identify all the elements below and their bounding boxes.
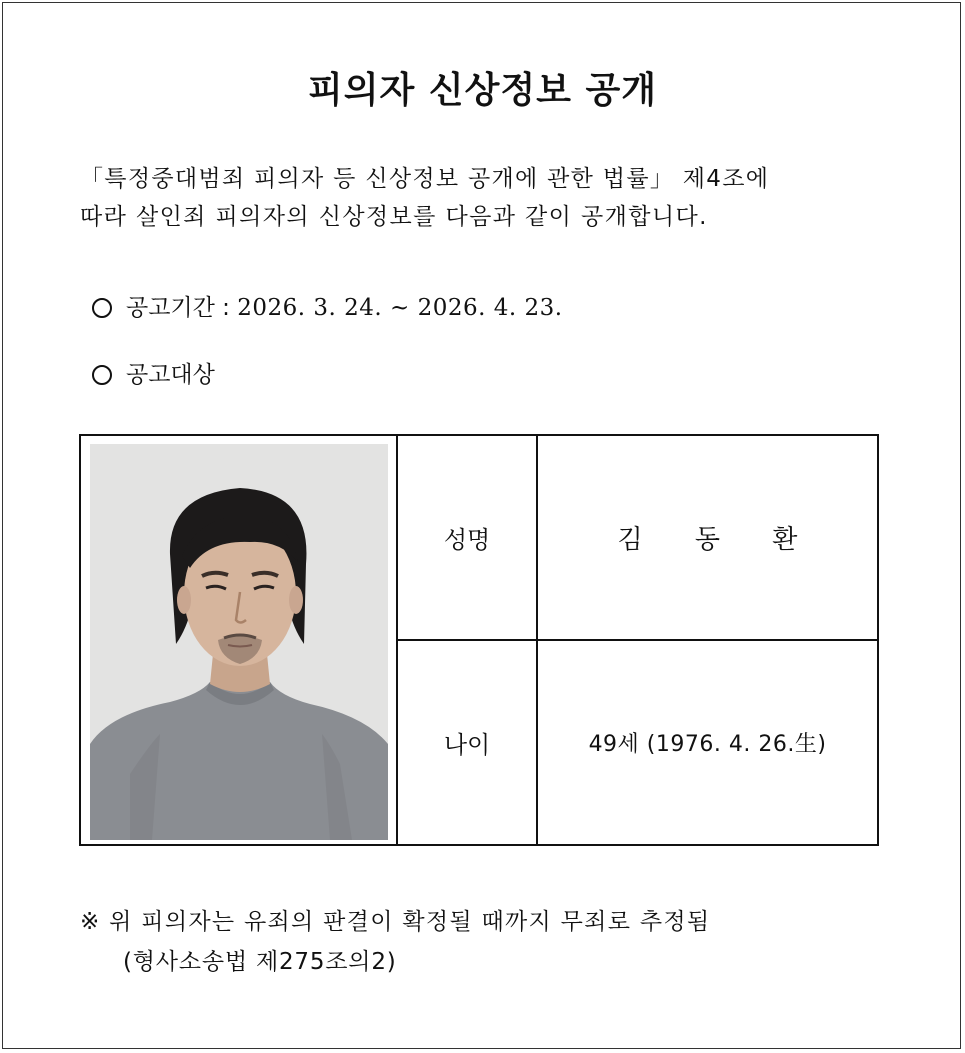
suspect-info-table — [79, 434, 879, 846]
presumption-note — [80, 902, 880, 982]
circle-bullet-icon — [92, 298, 112, 318]
document-title: 피의자 신상정보 공개 — [307, 70, 658, 111]
intro-paragraph — [80, 160, 880, 236]
age-label-cell: 나이 — [398, 641, 538, 844]
name-value-cell: 김 동 환 — [538, 436, 877, 641]
intro-line-1: 「특정중대범죄 피의자 등 신상정보 공개에 관한 법률」 제4조에 — [80, 166, 770, 192]
intro-line-2: 따라 살인죄 피의자의 신상정보를 다음과 같이 공개합니다. — [80, 204, 708, 230]
notice-period-item — [92, 289, 563, 322]
age-value-cell: 49세 (1976. 4. 26.生) — [588, 732, 827, 757]
notice-target-item — [92, 356, 215, 389]
notice-period-label: 공고기간 : — [126, 295, 230, 321]
presumption-note-line-2: (형사소송법 제275조의2) — [123, 949, 397, 975]
notice-period-value: 2026. 3. 24. ~ 2026. 4. 23. — [237, 295, 563, 321]
name-label-cell: 성명 — [398, 436, 538, 641]
notice-target-label: 공고대상 — [126, 362, 215, 388]
suspect-photo — [90, 444, 388, 840]
circle-bullet-icon — [92, 365, 112, 385]
photo-cell — [81, 436, 398, 844]
presumption-note-line-1: ※ 위 피의자는 유죄의 판결이 확정될 때까지 무죄로 추정됨 — [80, 909, 711, 935]
